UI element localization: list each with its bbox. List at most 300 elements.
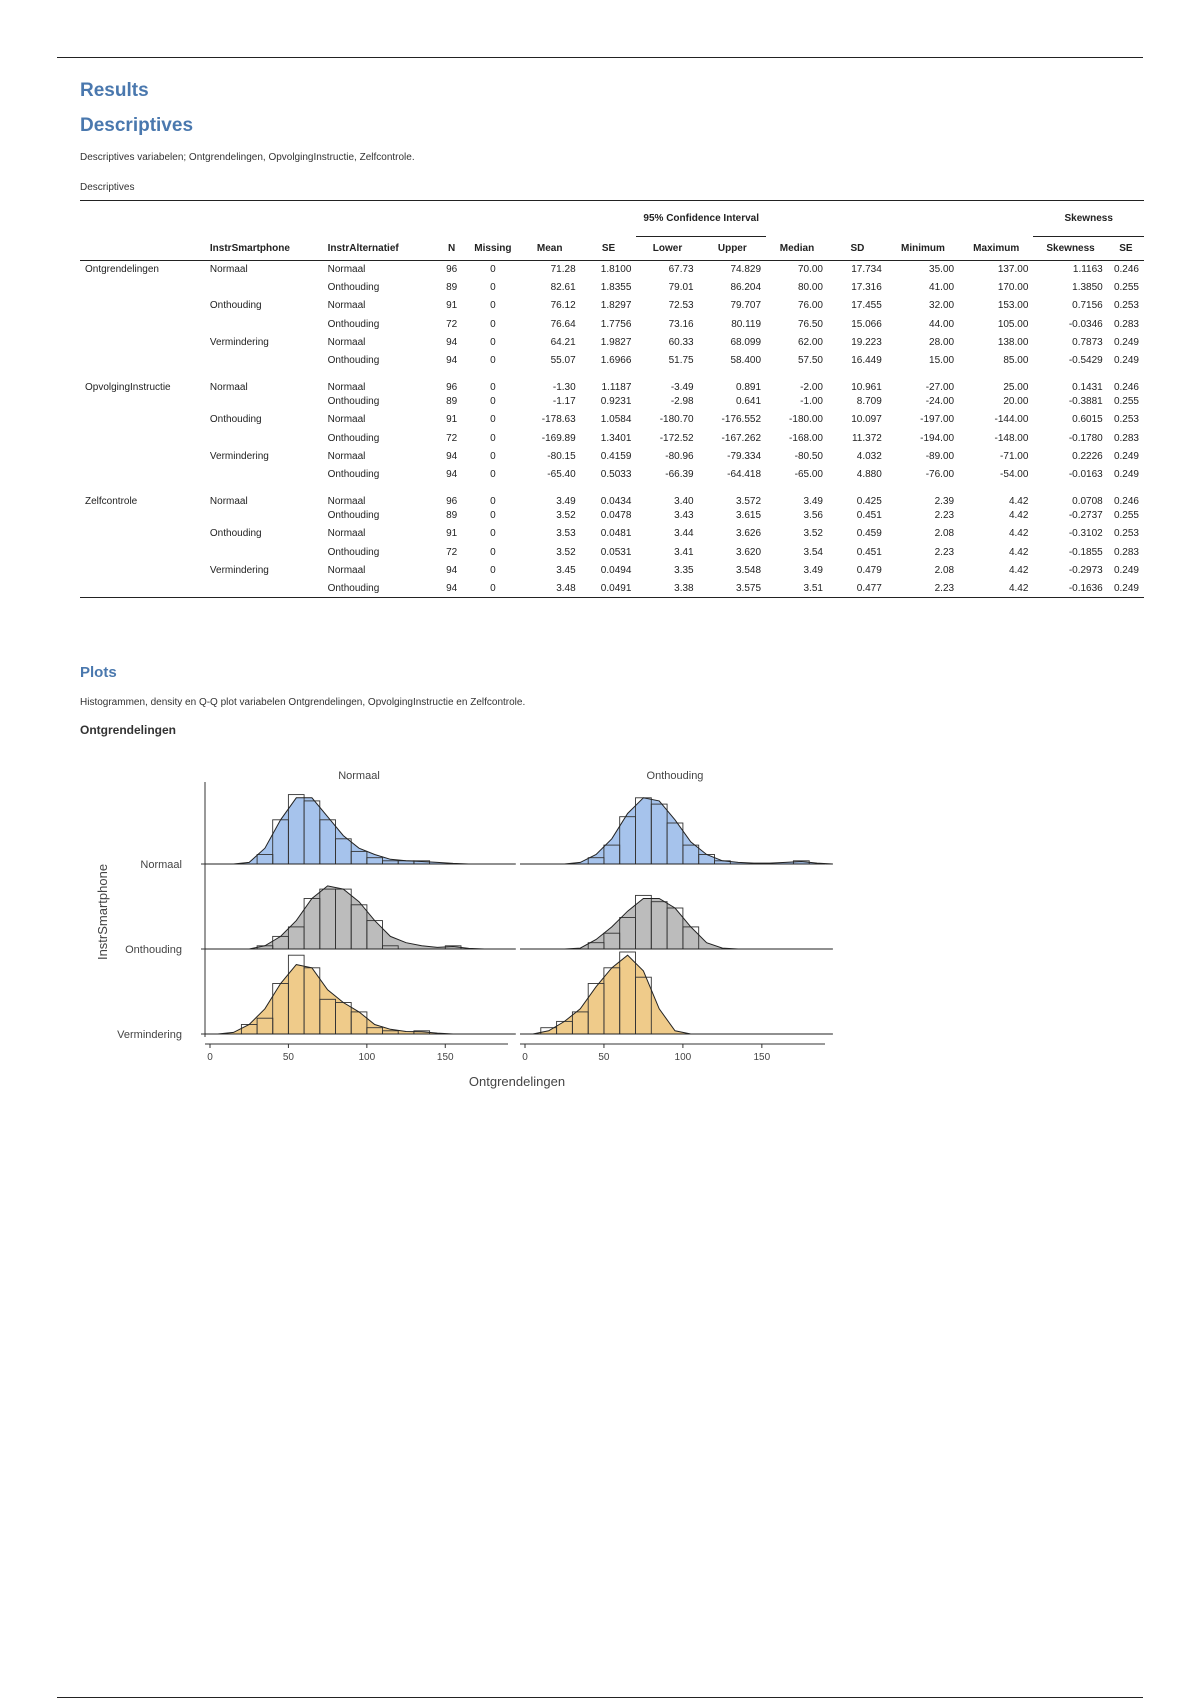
table-cell: -180.00 xyxy=(789,414,823,426)
table-cell: 2.23 xyxy=(934,510,955,522)
table-cell: 0.246 xyxy=(1113,264,1139,276)
table-cell: 11.372 xyxy=(851,432,882,444)
table-cell: 1.1187 xyxy=(601,381,632,393)
table-cell: 137.00 xyxy=(997,264,1029,276)
table-row xyxy=(80,411,1144,429)
table-cell: 1.0584 xyxy=(600,414,632,426)
table-cell: -2.98 xyxy=(670,396,694,408)
table-cell: -80.15 xyxy=(547,450,576,462)
table-cell: 3.40 xyxy=(674,495,694,507)
table-cell: 0 xyxy=(490,396,496,408)
table-cell: 76.00 xyxy=(797,300,823,312)
table-cell: 8.709 xyxy=(856,396,882,408)
table-cell: -71.00 xyxy=(1000,450,1029,462)
table-cell: 0.253 xyxy=(1113,414,1139,426)
table-cell: -0.0163 xyxy=(1068,468,1103,480)
ci-header: 95% Confidence Interval xyxy=(636,201,766,237)
table-cell: 0.0708 xyxy=(1072,495,1103,507)
table-cell: -66.39 xyxy=(665,468,694,480)
facet-title-0: Normaal xyxy=(338,770,380,782)
table-cell: -0.3102 xyxy=(1068,528,1103,540)
table-cell: 0.249 xyxy=(1113,336,1139,348)
table-row xyxy=(80,484,1144,507)
x-tick-label: 150 xyxy=(436,1052,454,1063)
table-cell: Normaal xyxy=(327,414,366,426)
table-cell: 4.42 xyxy=(1008,510,1029,522)
table-cell xyxy=(205,351,323,369)
histogram-chart xyxy=(80,752,860,1102)
table-cell: -197.00 xyxy=(920,414,955,426)
table-cell: 72 xyxy=(446,318,458,330)
table-row xyxy=(80,561,1144,579)
table-cell: 15.066 xyxy=(851,318,882,330)
table-cell: 89 xyxy=(446,396,458,408)
column-header-9: Median xyxy=(766,237,828,261)
table-cell: 94 xyxy=(446,336,458,348)
table-cell: 4.42 xyxy=(959,579,1033,597)
table-cell: 72 xyxy=(446,546,458,558)
table-cell: 15.00 xyxy=(929,355,955,367)
column-header-11: Minimum xyxy=(887,237,959,261)
table-cell: 0 xyxy=(490,432,496,444)
table-cell: 0 xyxy=(490,355,496,367)
x-tick-label: 100 xyxy=(674,1052,692,1063)
table-cell: -54.00 xyxy=(1000,468,1029,480)
table-cell: -167.262 xyxy=(721,432,762,444)
column-header-14: SE xyxy=(1108,237,1144,261)
table-cell: 3.52 xyxy=(556,510,576,522)
table-cell: 28.00 xyxy=(929,336,955,348)
table-cell: 91 xyxy=(446,300,458,312)
table-cell: 0 xyxy=(490,528,496,540)
table-cell: 1.3401 xyxy=(600,432,632,444)
table-cell: -0.2737 xyxy=(1068,510,1103,522)
table-cell: 0 xyxy=(490,495,496,507)
skewness-group-header: Skewness xyxy=(1033,201,1144,237)
table-cell: -169.89 xyxy=(541,432,576,444)
table-cell: 25.00 xyxy=(1003,381,1029,393)
table-row xyxy=(80,279,1144,297)
table-cell: 0.425 xyxy=(856,495,882,507)
table-cell: -172.52 xyxy=(659,432,694,444)
table-cell xyxy=(80,393,205,411)
table-cell: 0 xyxy=(490,564,496,576)
descriptives-table-wrapper xyxy=(80,200,1144,598)
table-cell: -64.418 xyxy=(727,468,762,480)
density-fill xyxy=(525,899,833,950)
table-cell: 2.08 xyxy=(934,564,955,576)
table-row xyxy=(80,297,1144,315)
table-cell: Onthouding xyxy=(327,510,380,522)
table-cell: 89 xyxy=(446,510,458,522)
table-cell: 96 xyxy=(446,264,458,276)
table-cell: 0 xyxy=(490,546,496,558)
table-cell: 94 xyxy=(446,468,458,480)
table-cell: -178.63 xyxy=(541,414,576,426)
table-cell: Onthouding xyxy=(327,396,380,408)
table-cell: Normaal xyxy=(327,450,366,462)
table-cell: OpvolgingInstructie xyxy=(85,381,171,393)
table-cell: -0.0346 xyxy=(1068,318,1103,330)
table-cell: -176.552 xyxy=(721,414,762,426)
table-cell xyxy=(80,465,205,483)
table-cell: Normaal xyxy=(327,495,366,507)
table-cell: 0.249 xyxy=(1113,355,1139,367)
table-cell: 2.08 xyxy=(934,528,955,540)
column-header-0 xyxy=(80,237,205,261)
table-cell: 3.626 xyxy=(736,528,762,540)
table-cell: 0.249 xyxy=(1113,450,1139,462)
table-row xyxy=(80,579,1144,597)
table-cell: 74.829 xyxy=(730,264,762,276)
table-cell: Normaal xyxy=(209,264,248,276)
table-cell: 58.400 xyxy=(730,355,762,367)
table-cell: Onthouding xyxy=(209,300,262,312)
table-cell: 76.12 xyxy=(550,300,576,312)
table-cell: 16.449 xyxy=(851,355,882,367)
table-cell: 0.7873 xyxy=(1072,336,1103,348)
table-cell: 0 xyxy=(490,414,496,426)
table-cell: -89.00 xyxy=(925,450,955,462)
table-body xyxy=(80,261,1144,598)
table-cell: 0.0531 xyxy=(600,546,632,558)
table-cell: 0.479 xyxy=(856,564,882,576)
x-tick-label: 100 xyxy=(358,1052,376,1063)
table-cell: 0.253 xyxy=(1113,300,1139,312)
column-header-8: Upper xyxy=(699,237,766,261)
row-label-1: Onthouding xyxy=(125,944,182,956)
table-caption: Descriptives xyxy=(80,182,135,193)
table-cell: Normaal xyxy=(327,381,366,393)
table-cell: 0.0494 xyxy=(600,564,632,576)
table-cell: Onthouding xyxy=(327,546,380,558)
table-cell: 91 xyxy=(446,528,458,540)
table-cell: 94 xyxy=(436,579,467,597)
table-cell: 3.575 xyxy=(699,579,766,597)
table-cell xyxy=(80,333,205,351)
table-row xyxy=(80,393,1144,411)
table-cell: 4.42 xyxy=(1008,564,1029,576)
table-cell: 0 xyxy=(490,381,496,393)
table-cell: Vermindering xyxy=(209,564,269,576)
table-cell xyxy=(205,315,323,333)
table-cell: 3.52 xyxy=(556,546,576,558)
table-cell xyxy=(205,507,323,525)
table-cell: 0.451 xyxy=(856,510,882,522)
table-cell: -168.00 xyxy=(789,432,823,444)
table-cell: 0 xyxy=(490,282,496,294)
facet-title-1: Onthouding xyxy=(646,770,704,782)
header-row-1 xyxy=(80,201,1144,237)
table-cell: -144.00 xyxy=(994,414,1029,426)
table-cell xyxy=(80,279,205,297)
table-cell: Onthouding xyxy=(209,528,262,540)
table-cell xyxy=(80,315,205,333)
table-cell: -79.334 xyxy=(727,450,762,462)
table-cell: 3.615 xyxy=(736,510,762,522)
table-cell xyxy=(80,561,205,579)
table-cell: 60.33 xyxy=(668,336,694,348)
column-header-1: InstrSmartphone xyxy=(205,237,323,261)
table-cell: 91 xyxy=(446,414,458,426)
table-cell: 19.223 xyxy=(851,336,882,348)
table-cell: 0 xyxy=(467,579,519,597)
table-cell: 10.961 xyxy=(851,381,882,393)
table-cell: -65.40 xyxy=(547,468,576,480)
table-cell: 71.28 xyxy=(550,264,576,276)
table-cell: 0 xyxy=(490,468,496,480)
table-cell: 0 xyxy=(490,264,496,276)
column-header-3: N xyxy=(436,237,467,261)
table-cell: 0.253 xyxy=(1113,528,1139,540)
table-row xyxy=(80,447,1144,465)
table-cell: Normaal xyxy=(209,495,248,507)
table-cell: 0.7156 xyxy=(1072,300,1103,312)
table-cell: 86.204 xyxy=(730,282,762,294)
table-cell: 0 xyxy=(490,336,496,348)
table-cell: 3.49 xyxy=(803,564,823,576)
table-cell: 0.0478 xyxy=(600,510,632,522)
table-cell: 3.620 xyxy=(736,546,762,558)
table-cell: -27.00 xyxy=(925,381,955,393)
table-cell: 96 xyxy=(446,495,458,507)
table-cell: 138.00 xyxy=(997,336,1029,348)
results-heading: Results xyxy=(80,80,149,101)
x-tick-label: 50 xyxy=(598,1052,610,1063)
table-cell: 0.891 xyxy=(736,381,762,393)
x-tick-label: 150 xyxy=(753,1052,771,1063)
table-cell: 72 xyxy=(446,432,458,444)
table-cell: 0.255 xyxy=(1113,396,1139,408)
table-cell: 153.00 xyxy=(997,300,1029,312)
plot-subtitle: Ontgrendelingen xyxy=(80,723,176,737)
table-cell xyxy=(205,579,323,597)
row-label-0: Normaal xyxy=(140,859,182,871)
column-header-4: Missing xyxy=(467,237,519,261)
table-cell: 1.1163 xyxy=(1072,264,1103,276)
table-cell: -0.3881 xyxy=(1068,396,1103,408)
table-cell: 0.477 xyxy=(828,579,887,597)
table-cell: 3.52 xyxy=(803,528,823,540)
x-axis-label: Ontgrendelingen xyxy=(468,1074,566,1089)
density-fill xyxy=(525,955,833,1034)
descriptives-note: Descriptives variabelen; Ontgrendelingen, OpvolgingInstructie, Zelfcontrole. xyxy=(80,152,415,163)
table-cell: 79.707 xyxy=(730,300,762,312)
table-cell: 0.255 xyxy=(1113,282,1139,294)
table-cell: 0 xyxy=(490,318,496,330)
table-cell: 3.572 xyxy=(736,495,762,507)
plots-note: Histogrammen, density en Q-Q plot variabelen Ontgrendelingen, OpvolgingInstructie en Zelfcontrole. xyxy=(80,697,526,708)
table-cell: 4.42 xyxy=(1008,546,1029,558)
table-cell: 3.49 xyxy=(803,495,823,507)
table-cell: 105.00 xyxy=(997,318,1029,330)
column-header-2: InstrAlternatief xyxy=(323,237,437,261)
table-cell: 0 xyxy=(490,450,496,462)
table-cell: -148.00 xyxy=(994,432,1029,444)
table-row xyxy=(80,370,1144,393)
table-cell: 0.451 xyxy=(856,546,882,558)
table-cell: 72.53 xyxy=(668,300,694,312)
table-cell: Normaal xyxy=(327,528,366,540)
table-cell: 0 xyxy=(490,510,496,522)
table-cell: -76.00 xyxy=(925,468,955,480)
table-cell: 73.16 xyxy=(668,318,694,330)
table-cell xyxy=(80,579,205,597)
table-cell: 3.41 xyxy=(674,546,694,558)
table-cell: 1.3850 xyxy=(1072,282,1103,294)
table-cell: -1.30 xyxy=(552,381,576,393)
table-cell: 3.56 xyxy=(803,510,823,522)
table-cell: 94 xyxy=(446,564,458,576)
table-row xyxy=(80,543,1144,561)
column-header-12: Maximum xyxy=(959,237,1033,261)
table-cell: Normaal xyxy=(327,336,366,348)
table-cell: 4.42 xyxy=(1008,495,1029,507)
table-cell: 94 xyxy=(446,355,458,367)
table-cell: Normaal xyxy=(327,300,366,312)
table-cell: 1.8100 xyxy=(600,264,632,276)
table-cell: 2.39 xyxy=(934,495,955,507)
descriptives-heading: Descriptives xyxy=(80,115,194,136)
table-cell: Normaal xyxy=(209,381,248,393)
table-cell: 0.246 xyxy=(1113,495,1139,507)
table-cell: -2.00 xyxy=(800,381,823,393)
table-cell: Onthouding xyxy=(209,414,262,426)
table-cell: 79.01 xyxy=(668,282,694,294)
table-cell: 35.00 xyxy=(929,264,955,276)
table-cell: 170.00 xyxy=(997,282,1029,294)
table-cell: 0.459 xyxy=(856,528,882,540)
table-cell: 0.283 xyxy=(1113,546,1139,558)
table-cell: -194.00 xyxy=(920,432,955,444)
table-cell: 32.00 xyxy=(929,300,955,312)
table-cell: 76.50 xyxy=(797,318,823,330)
x-tick-label: 0 xyxy=(522,1052,528,1063)
table-cell: 0.0434 xyxy=(600,495,632,507)
table-cell: 67.73 xyxy=(668,264,694,276)
table-cell: 0.1431 xyxy=(1072,381,1103,393)
table-cell xyxy=(80,297,205,315)
column-header-10: SD xyxy=(828,237,887,261)
table-cell: 1.8297 xyxy=(600,300,632,312)
histogram-svg xyxy=(80,752,860,1102)
table-cell: 3.43 xyxy=(674,510,694,522)
table-cell: Normaal xyxy=(327,564,366,576)
bottom-rule xyxy=(57,1697,1143,1698)
table-cell: 44.00 xyxy=(929,318,955,330)
table-cell: Normaal xyxy=(327,264,366,276)
table-cell: Onthouding xyxy=(323,579,437,597)
table-cell: 0.641 xyxy=(736,396,762,408)
table-row xyxy=(80,507,1144,525)
table-cell: 0.0491 xyxy=(581,579,637,597)
table-cell: -180.70 xyxy=(659,414,694,426)
table-cell: 17.316 xyxy=(851,282,882,294)
table-cell: 0.2226 xyxy=(1072,450,1103,462)
table-cell: 80.00 xyxy=(797,282,823,294)
density-fill xyxy=(210,886,516,949)
table-cell: -65.00 xyxy=(794,468,823,480)
table-cell: 3.44 xyxy=(674,528,694,540)
table-cell: 68.099 xyxy=(730,336,762,348)
table-cell: 0.4159 xyxy=(600,450,632,462)
table-cell: 80.119 xyxy=(731,318,762,330)
table-cell: 96 xyxy=(446,381,458,393)
table-cell: Vermindering xyxy=(209,450,269,462)
table-cell: 1.8355 xyxy=(600,282,632,294)
table-cell: 51.75 xyxy=(668,355,694,367)
table-cell: 0.6015 xyxy=(1072,414,1103,426)
table-cell: 0.249 xyxy=(1113,468,1139,480)
table-cell: 76.64 xyxy=(550,318,576,330)
column-header-6: SE xyxy=(581,237,637,261)
table-cell xyxy=(80,447,205,465)
table-cell: -80.96 xyxy=(665,450,694,462)
table-cell xyxy=(80,507,205,525)
table-cell: 4.42 xyxy=(1008,528,1029,540)
top-rule xyxy=(57,57,1143,58)
table-cell: 0.5033 xyxy=(600,468,632,480)
table-cell: 85.00 xyxy=(1003,355,1029,367)
table-cell xyxy=(205,465,323,483)
table-cell xyxy=(205,543,323,561)
table-row xyxy=(80,465,1144,483)
table-cell xyxy=(80,543,205,561)
table-cell: 0.9231 xyxy=(600,396,632,408)
table-cell: Onthouding xyxy=(327,468,380,480)
table-cell xyxy=(80,525,205,543)
table-cell: 57.50 xyxy=(797,355,823,367)
table-cell: 17.455 xyxy=(851,300,882,312)
table-cell: 2.23 xyxy=(934,546,955,558)
table-row xyxy=(80,351,1144,369)
table-cell: 0.283 xyxy=(1113,432,1139,444)
table-row xyxy=(80,315,1144,333)
table-cell: 20.00 xyxy=(1003,396,1029,408)
table-cell: 94 xyxy=(446,450,458,462)
table-cell: 0 xyxy=(490,300,496,312)
table-cell: 1.7756 xyxy=(600,318,632,330)
table-cell: Onthouding xyxy=(327,282,380,294)
descriptives-table xyxy=(80,200,1144,598)
table-cell: -1.17 xyxy=(552,396,576,408)
table-cell: Zelfcontrole xyxy=(85,495,138,507)
table-cell: 1.9827 xyxy=(600,336,632,348)
table-cell: 0.0481 xyxy=(600,528,632,540)
table-cell: 55.07 xyxy=(550,355,576,367)
table-cell: 4.880 xyxy=(856,468,882,480)
table-cell: Ontgrendelingen xyxy=(85,264,159,276)
table-cell: 3.51 xyxy=(766,579,828,597)
row-label-2: Vermindering xyxy=(117,1029,182,1041)
table-cell: 0.283 xyxy=(1113,318,1139,330)
table-cell: 2.23 xyxy=(887,579,959,597)
column-header-13: Skewness xyxy=(1033,237,1107,261)
table-cell: 3.48 xyxy=(519,579,581,597)
table-cell: 10.097 xyxy=(851,414,882,426)
table-cell: 0.255 xyxy=(1113,510,1139,522)
table-cell: -80.50 xyxy=(794,450,823,462)
table-cell: 89 xyxy=(446,282,458,294)
table-row xyxy=(80,333,1144,351)
table-cell: 41.00 xyxy=(929,282,955,294)
table-cell: -1.00 xyxy=(800,396,823,408)
table-row xyxy=(80,261,1144,279)
table-cell xyxy=(205,279,323,297)
table-cell: 3.53 xyxy=(556,528,576,540)
density-fill xyxy=(525,798,833,864)
table-cell: Onthouding xyxy=(327,355,380,367)
